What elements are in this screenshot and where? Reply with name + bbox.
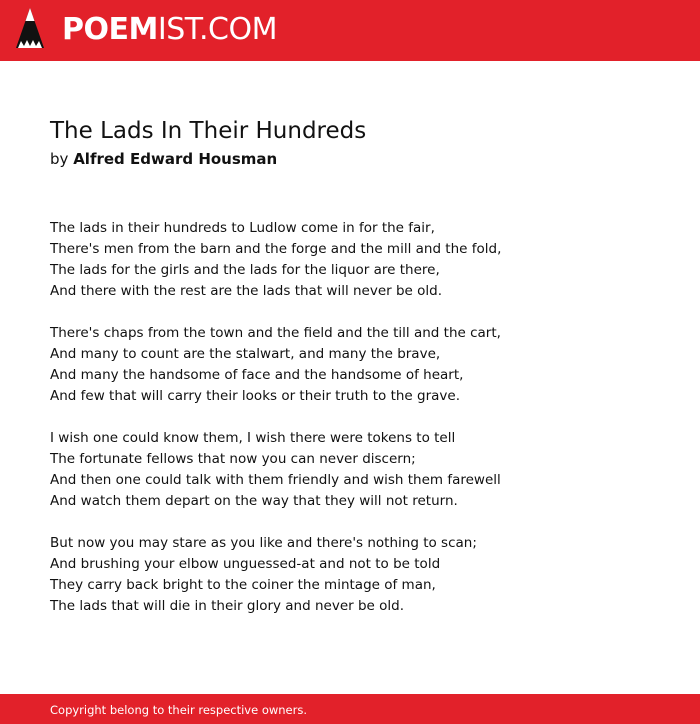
byline xyxy=(50,148,277,170)
poem-line: And many to count are the stalwart, and many the brave, xyxy=(50,346,441,362)
poem-line: The lads for the girls and the lads for the liquor are there, xyxy=(50,262,440,278)
poem-line: They carry back bright to the coiner the mintage of man, xyxy=(50,577,436,593)
poem-body xyxy=(50,218,670,638)
poem-line: I wish one could know them, I wish there were tokens to tell xyxy=(50,430,456,446)
stanza xyxy=(50,218,670,302)
poem-line: And brushing your elbow unguessed-at and not to be told xyxy=(50,556,441,572)
poem-line: And then one could talk with them friendly and wish them farewell xyxy=(50,472,501,488)
poem-line: There's men from the barn and the forge and the mill and the fold, xyxy=(50,241,502,257)
byline-prefix: by xyxy=(50,150,69,168)
site-header xyxy=(0,0,700,61)
site-footer xyxy=(0,694,700,724)
poem-title: The Lads In Their Hundreds xyxy=(50,118,367,144)
poem-line: And many the handsome of face and the handsome of heart, xyxy=(50,367,464,383)
poem-line: The lads in their hundreds to Ludlow come in for the fair, xyxy=(50,220,435,236)
pencil-logo-icon[interactable] xyxy=(16,8,44,52)
poem-line: The fortunate fellows that now you can never discern; xyxy=(50,451,416,467)
logo-text-light: IST.COM xyxy=(157,12,277,47)
poem-line: And there with the rest are the lads that will never be old. xyxy=(50,283,443,299)
poem-line: And few that will carry their looks or their truth to the grave. xyxy=(50,388,460,404)
poem-line: But now you may stare as you like and there's nothing to scan; xyxy=(50,535,477,551)
poem-line: And watch them depart on the way that they will not return. xyxy=(50,493,458,509)
poem-line: The lads that will die in their glory and never be old. xyxy=(50,598,405,614)
stanza xyxy=(50,533,670,617)
stanza xyxy=(50,428,670,512)
stanza xyxy=(50,323,670,407)
copyright-notice: Copyright belong to their respective owners. xyxy=(50,703,308,717)
site-logo[interactable] xyxy=(62,12,277,48)
logo-text-bold: POEM xyxy=(62,12,158,47)
poem-line: There's chaps from the town and the field and the till and the cart, xyxy=(50,325,501,341)
author-name: Alfred Edward Housman xyxy=(73,150,278,168)
